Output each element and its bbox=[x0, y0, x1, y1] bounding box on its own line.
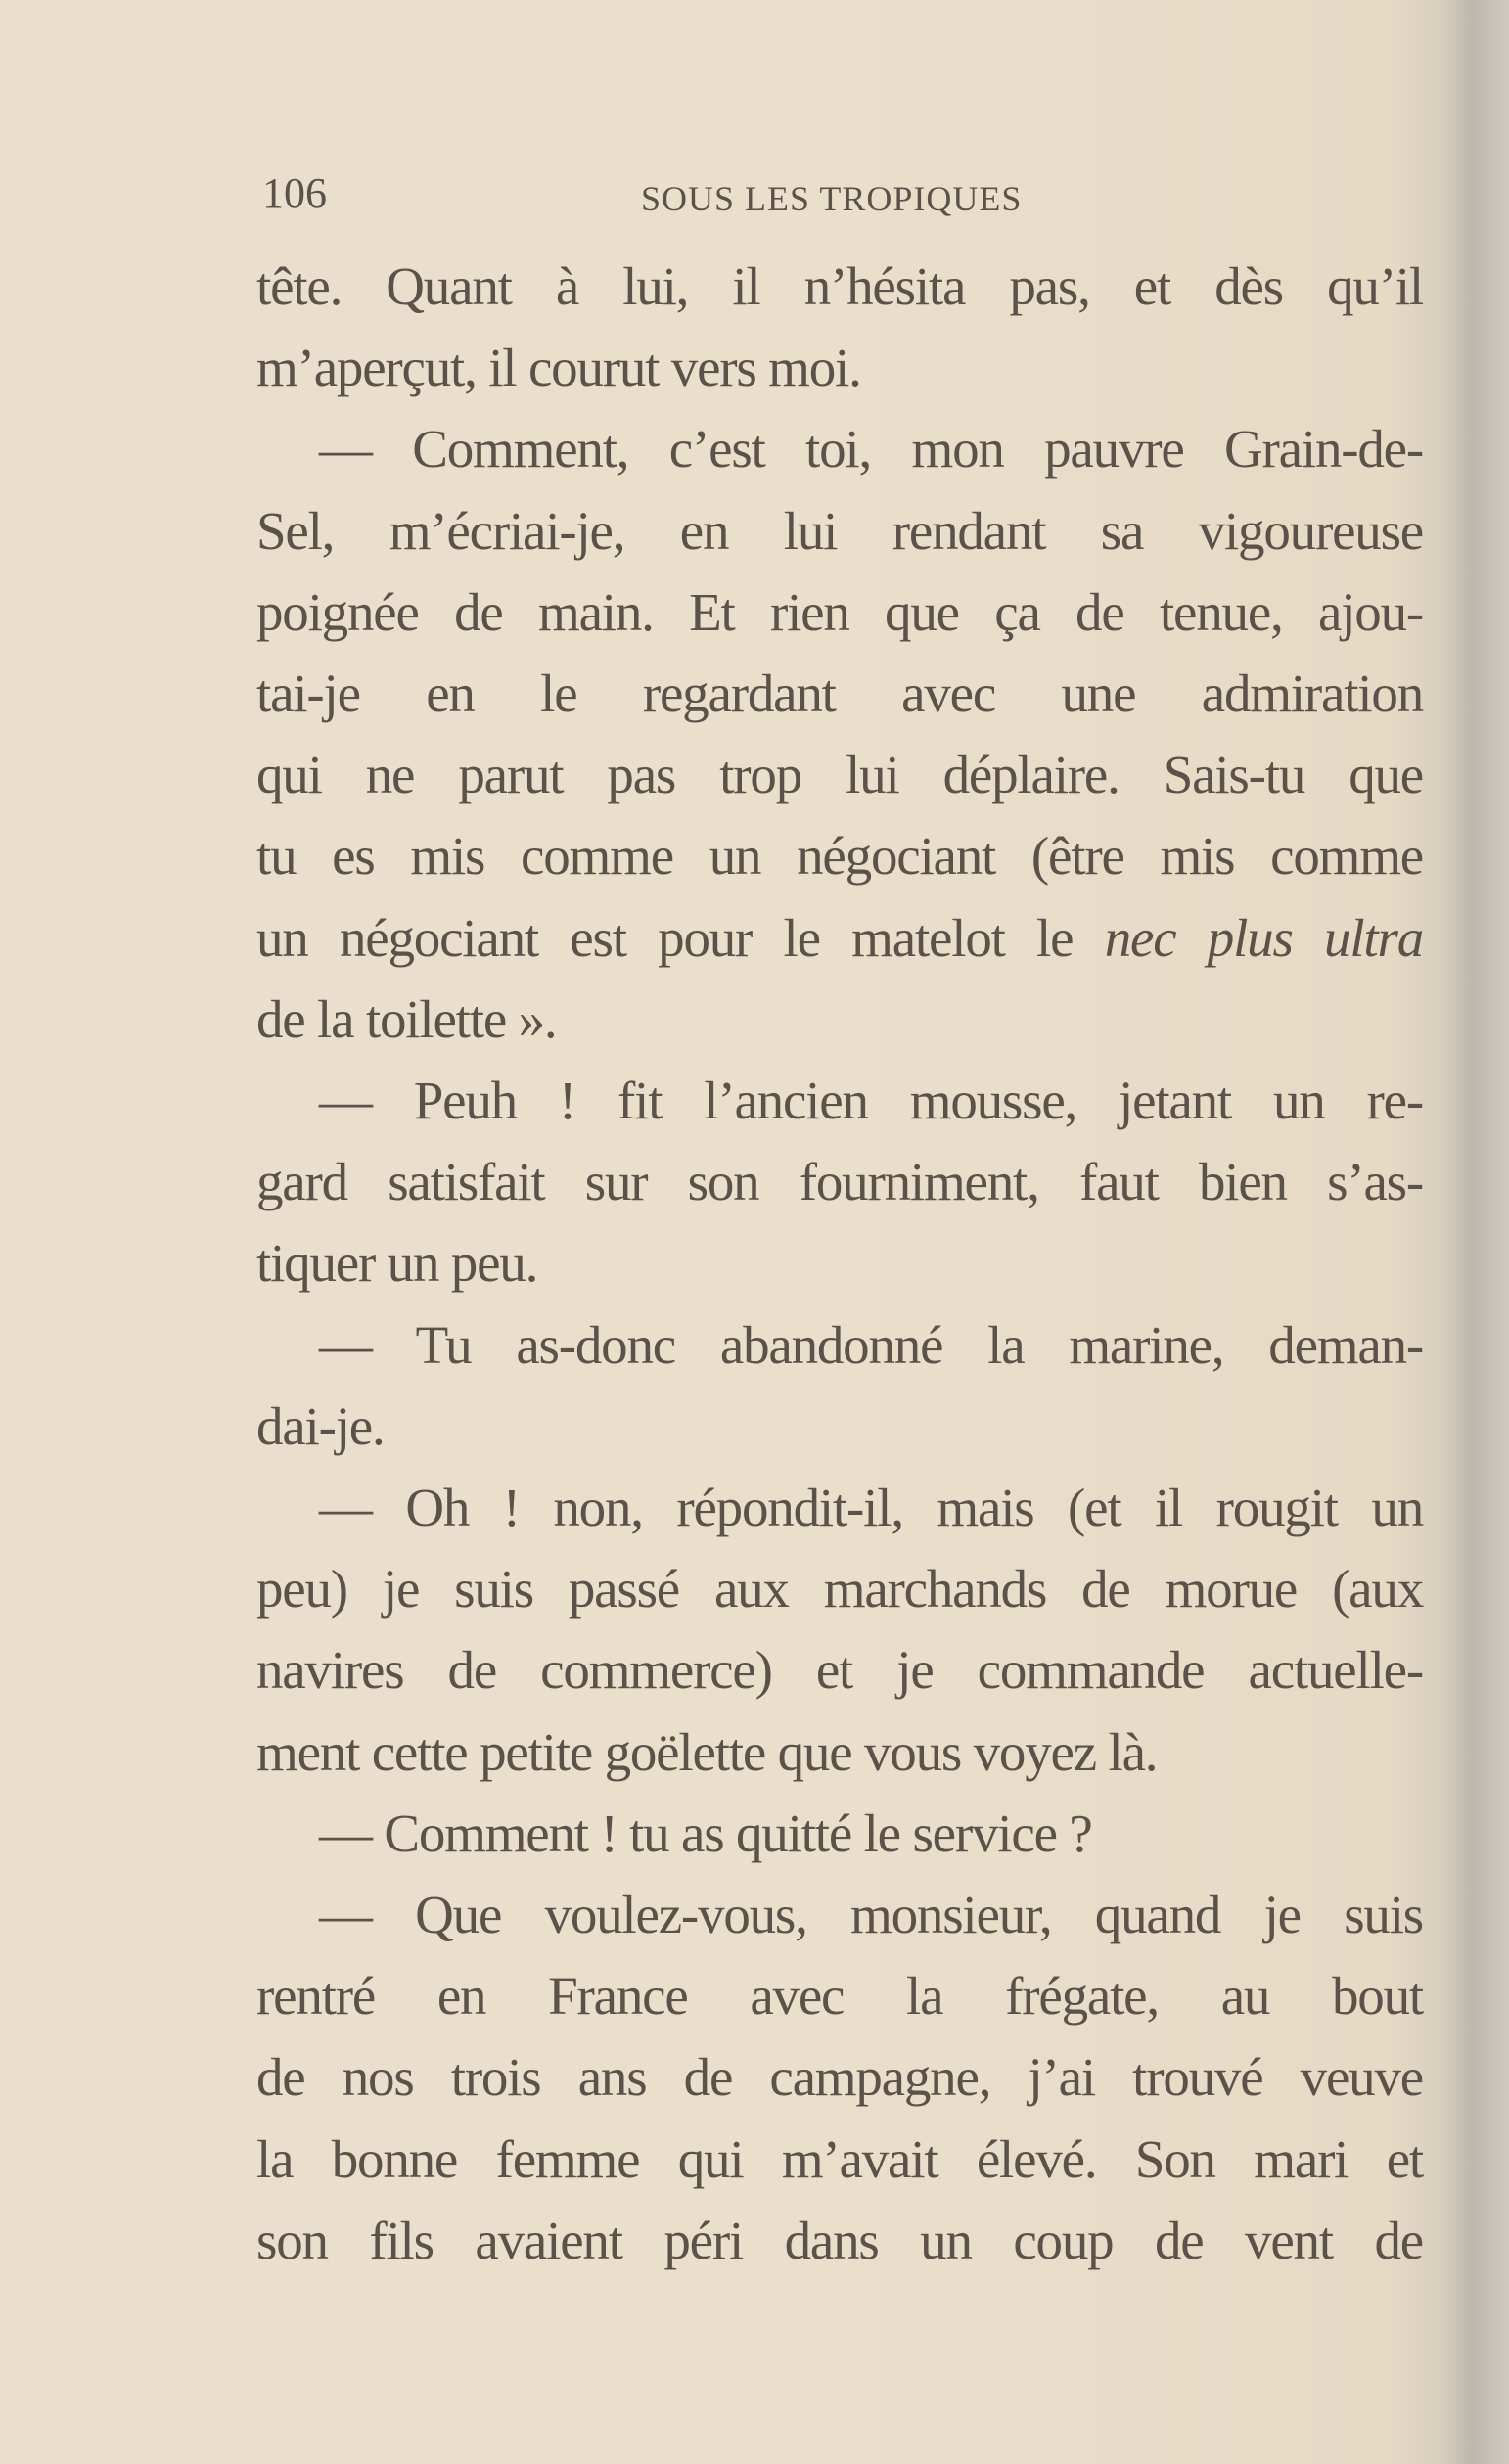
text-line bbox=[256, 497, 1423, 566]
text-line bbox=[256, 252, 1423, 321]
text-line bbox=[256, 1067, 1423, 1135]
text-line-content: tête. Quant à lui, il n’hésita pas, et dès qu’il bbox=[256, 256, 1423, 316]
text-line-content: — Oh ! non, répondit-il, mais (et il rougit un bbox=[319, 1478, 1423, 1537]
running-title: SOUS LES TROPIQUES bbox=[641, 179, 1023, 218]
text-line bbox=[256, 2043, 1423, 2112]
text-line bbox=[256, 985, 1423, 1054]
text-line bbox=[256, 1311, 1423, 1380]
text-line bbox=[256, 1555, 1423, 1623]
text-line bbox=[256, 415, 1423, 483]
text-line bbox=[256, 1718, 1423, 1787]
page-number: 106 bbox=[262, 169, 327, 217]
text-line bbox=[256, 2125, 1423, 2194]
text-line-content: peu) je suis passé aux marchands de morue (aux bbox=[256, 1559, 1423, 1620]
text-line-content: son fils avaient péri dans un coup de vent de bbox=[256, 2210, 1423, 2270]
text-line bbox=[256, 1636, 1423, 1705]
text-line bbox=[256, 1800, 1423, 1868]
text-line bbox=[256, 904, 1423, 973]
text-line-content: — Que voulez-vous, monsieur, quand je suis bbox=[319, 1885, 1423, 1944]
text-line bbox=[256, 334, 1423, 402]
text-line-content: qui ne parut pas trop lui déplaire. Sais-tu que bbox=[256, 745, 1423, 805]
text-line bbox=[256, 741, 1423, 809]
text-line-content: tiquer un peu. bbox=[256, 1233, 538, 1294]
text-line-content: — Comment ! tu as quitté le service ? bbox=[319, 1802, 1092, 1863]
text-line-content: m’aperçut, il courut vers moi. bbox=[256, 338, 861, 398]
text-line-content: gard satisfait sur son fourniment, faut bien s’as- bbox=[256, 1152, 1423, 1212]
text-line bbox=[256, 1392, 1423, 1461]
text-line-content: la bonne femme qui m’avait élevé. Son mari et bbox=[256, 2128, 1423, 2189]
text-line-content: poignée de main. Et rien que ça de tenue, ajou- bbox=[256, 581, 1423, 642]
text-line bbox=[256, 1962, 1423, 2031]
text-line bbox=[256, 1148, 1423, 1216]
text-line-content: — Peuh ! fit l’ancien mousse, jetant un re- bbox=[319, 1071, 1423, 1130]
text-line bbox=[256, 578, 1423, 647]
text-line-content: un négociant est pour le matelot le bbox=[256, 907, 1105, 968]
text-line-content: rentré en France avec la frégate, au bout bbox=[256, 1966, 1423, 2027]
text-line-content: — Tu as-donc abandonné la marine, deman- bbox=[319, 1314, 1423, 1375]
text-line bbox=[256, 822, 1423, 890]
text-line-content: dai-je. bbox=[256, 1395, 385, 1456]
text-line bbox=[256, 1229, 1423, 1298]
text-line bbox=[256, 2207, 1423, 2275]
text-line-content: tu es mis comme un négociant (être mis comme bbox=[256, 826, 1423, 887]
text-line bbox=[256, 1474, 1423, 1542]
italic-phrase: nec plus ultra bbox=[1104, 907, 1423, 968]
text-line-content: navires de commerce) et je commande actuelle- bbox=[256, 1640, 1423, 1701]
text-line bbox=[256, 1881, 1423, 1949]
text-line-content: — Comment, c’est toi, mon pauvre Grain-de- bbox=[319, 419, 1423, 479]
text-line-content: de la toilette ». bbox=[256, 988, 557, 1049]
text-line-content: ment cette petite goëlette que vous voyez là. bbox=[256, 1721, 1158, 1782]
text-line-content: Sel, m’écriai-je, en lui rendant sa vigoureuse bbox=[256, 500, 1423, 561]
text-line-content: tai-je en le regardant avec une admiration bbox=[256, 663, 1423, 723]
text-line bbox=[256, 660, 1423, 728]
text-line-content: de nos trois ans de campagne, j’ai trouvé veuve bbox=[256, 2047, 1423, 2108]
